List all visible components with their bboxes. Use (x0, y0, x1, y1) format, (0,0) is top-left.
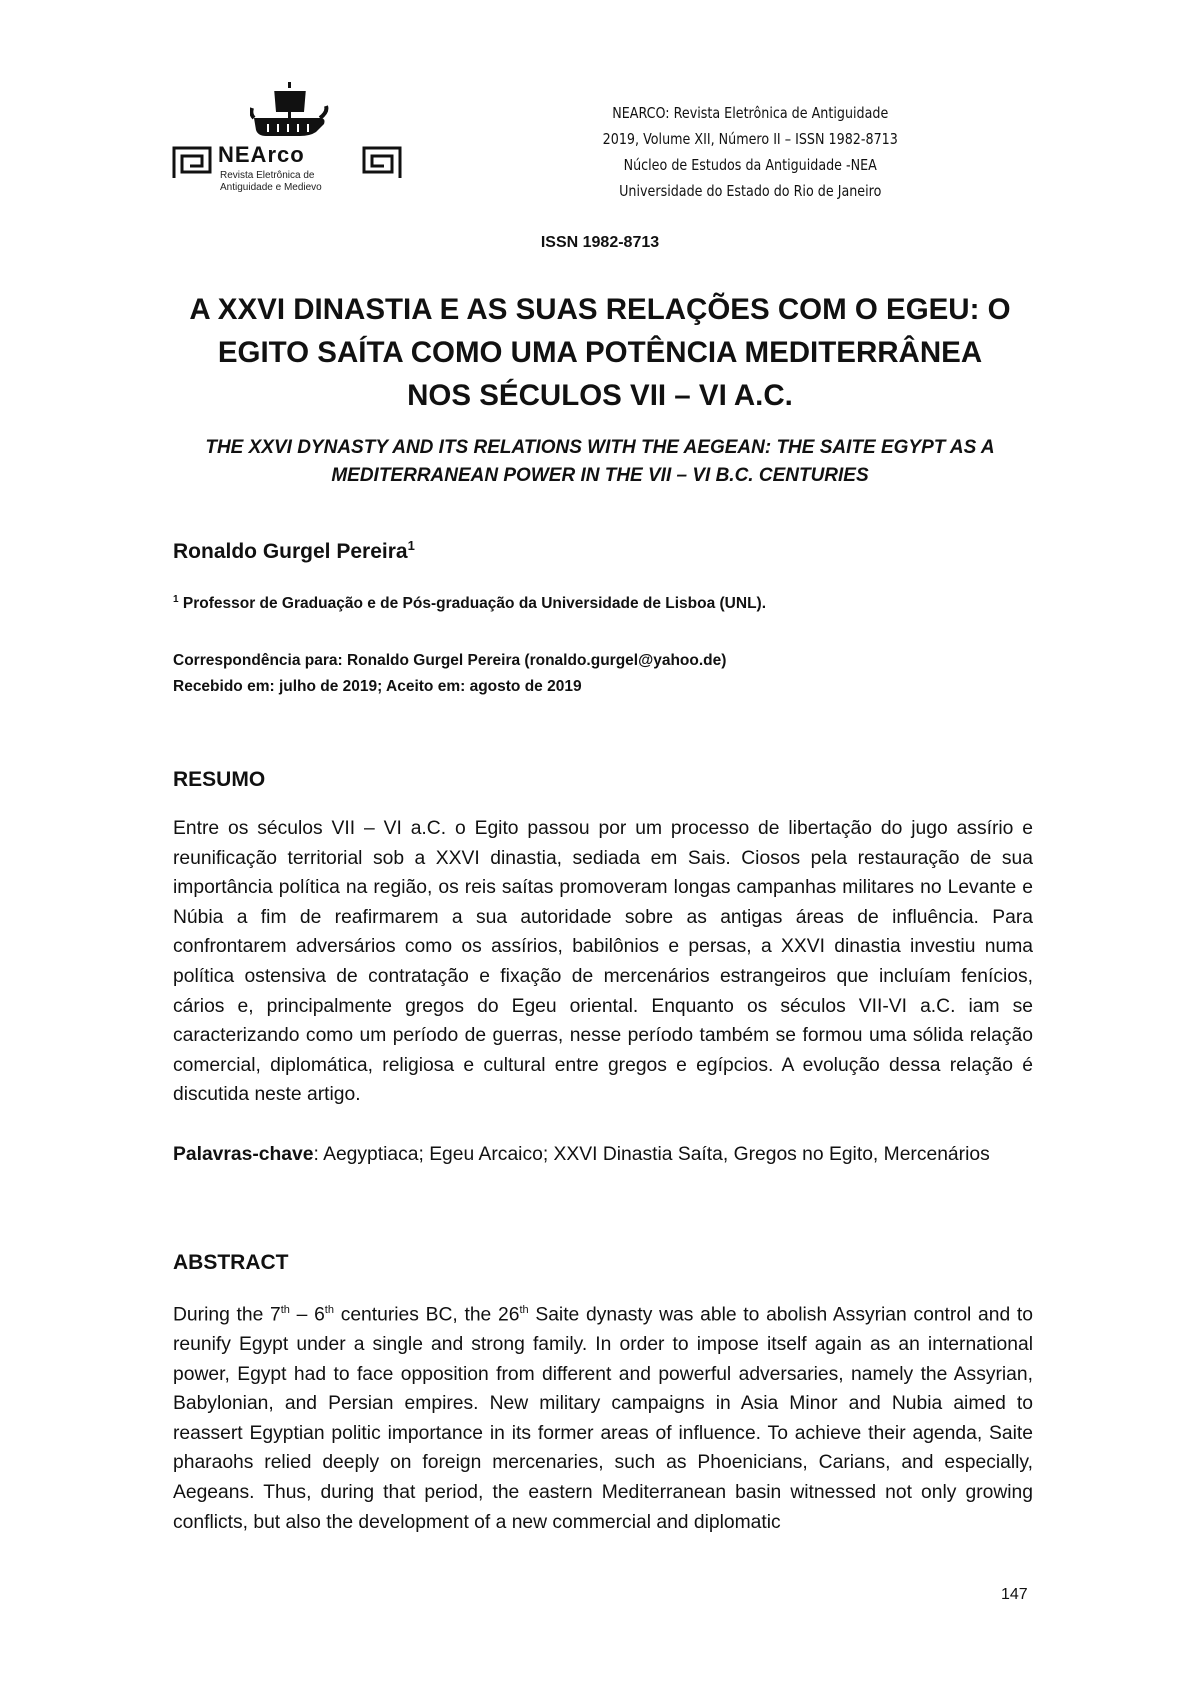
title-line: A XXVI DINASTIA E AS SUAS RELAÇÕES COM O EGEU: O (189, 293, 1011, 326)
affiliation-text: Professor de Graduação e de Pós-graduação da Universidade de Lisboa (UNL). (182, 595, 767, 613)
abstract-text (173, 1296, 1033, 1537)
journal-line: Universidade do Estado do Rio de Janeiro (619, 182, 882, 200)
page-number: 147 (1001, 1586, 1028, 1603)
article-title (150, 288, 1050, 417)
subtitle-line: THE XXVI DYNASTY AND ITS RELATIONS WITH THE AEGEAN: THE SAITE EGYPT AS A (205, 437, 995, 458)
logo-subtitle-2: Antiguidade e Medievo (220, 182, 322, 193)
ordinal-sup: th (280, 1304, 290, 1316)
journal-logo (172, 78, 392, 198)
author-footnote-mark: 1 (407, 538, 415, 553)
author (173, 538, 415, 564)
abstract-text-part: centuries BC, the 26 (333, 1304, 520, 1326)
resumo-text: Entre os séculos VII – VI a.C. o Egito passou por um processo de libertação do jugo assírio e reunificação territorial sob a XXVI dinastia, sediada em Sais. Ciosos pela restauração de sua importância política na região, os reis saítas promoveram longas campanhas militares no Levante e Núbia a fim de reafirmarem a sua autoridade sobre as antigas áreas de influência. Para confrontarem adversários como os assírios, babilônios e persas, a XXVI dinastia investiu numa política ostensiva de contratação e fixação de mercenários estrangeiros que incluíam fenícios, cários e, principalmente gregos do Egeu oriental. Enquanto os séculos VII-VI a.C. iam se caracterizando como um período de guerras, nesse período também se formou uma sólida relação comercial, diplomática, religiosa e cultural entre gregos e egípcios. A evolução dessa relação é discutida neste artigo. (173, 818, 1033, 1106)
abstract-text-part: Saite dynasty was able to abolish Assyrian control and to reunify Egypt under a single and strong family. In order to impose itself again as an international power, Egypt had to face opposition from different and powerful adversaries, namely the Assyrian, Babylonian, and Persian empires. New military campaigns in Asia Minor and Nubia aimed to reassert Egyptian politic importance in its former areas of influence. To achieve their agenda, Saite pharaohs relied deeply on foreign mercenaries, such as Phoenicians, Carians, and especially, Aegeans. Thus, during that period, the eastern Mediterranean basin witnessed not only growing conflicts, but also the development of a new commercial and diplomatic (173, 1304, 1033, 1533)
issn: ISSN 1982-8713 (540, 234, 660, 251)
title-line: EGITO SAÍTA COMO UMA POTÊNCIA MEDITERRÂNEA (217, 336, 983, 369)
correspondence-block (173, 648, 726, 700)
ship-logo-icon (250, 78, 330, 142)
abstract-text-part: – 6 (289, 1304, 325, 1326)
author-name: Ronaldo Gurgel Pereira (173, 540, 408, 563)
journal-line: Núcleo de Estudos da Antiguidade -NEA (623, 156, 877, 174)
abstract-text-part: During the 7 (173, 1304, 281, 1326)
correspondence: Correspondência para: Ronaldo Gurgel Pereira (ronaldo.gurgel@yahoo.de) (173, 652, 727, 669)
meander-left-icon (172, 146, 212, 180)
ordinal-sup: th (519, 1304, 529, 1316)
logo-subtitle-1: Revista Eletrônica de (220, 170, 315, 181)
article-subtitle (150, 434, 1050, 490)
ordinal-sup: th (324, 1304, 334, 1316)
keywords-text: : Aegyptiaca; Egeu Arcaico; XXVI Dinastia Saíta, Gregos no Egito, Mercenários (313, 1144, 990, 1165)
abstract-heading: ABSTRACT (173, 1251, 289, 1274)
title-line: NOS SÉCULOS VII – VI A.C. (407, 379, 793, 412)
keywords-label: Palavras-chave (173, 1144, 314, 1165)
received-date: Recebido em: julho de 2019; Aceito em: agosto de 2019 (173, 678, 582, 695)
keywords (173, 1140, 1033, 1170)
logo-name: NEArco (218, 142, 305, 167)
meander-right-icon (362, 146, 402, 180)
subtitle-line: MEDITERRANEAN POWER IN THE VII – VI B.C. CENTURIES (331, 465, 869, 486)
journal-line: NEARCO: Revista Eletrônica de Antiguidade (612, 104, 889, 122)
affiliation (173, 594, 766, 613)
journal-info (560, 100, 940, 204)
affiliation-footnote-mark: 1 (173, 594, 179, 605)
journal-line: 2019, Volume XII, Número II – ISSN 1982-8713 (602, 130, 898, 148)
resumo-heading: RESUMO (173, 768, 266, 791)
